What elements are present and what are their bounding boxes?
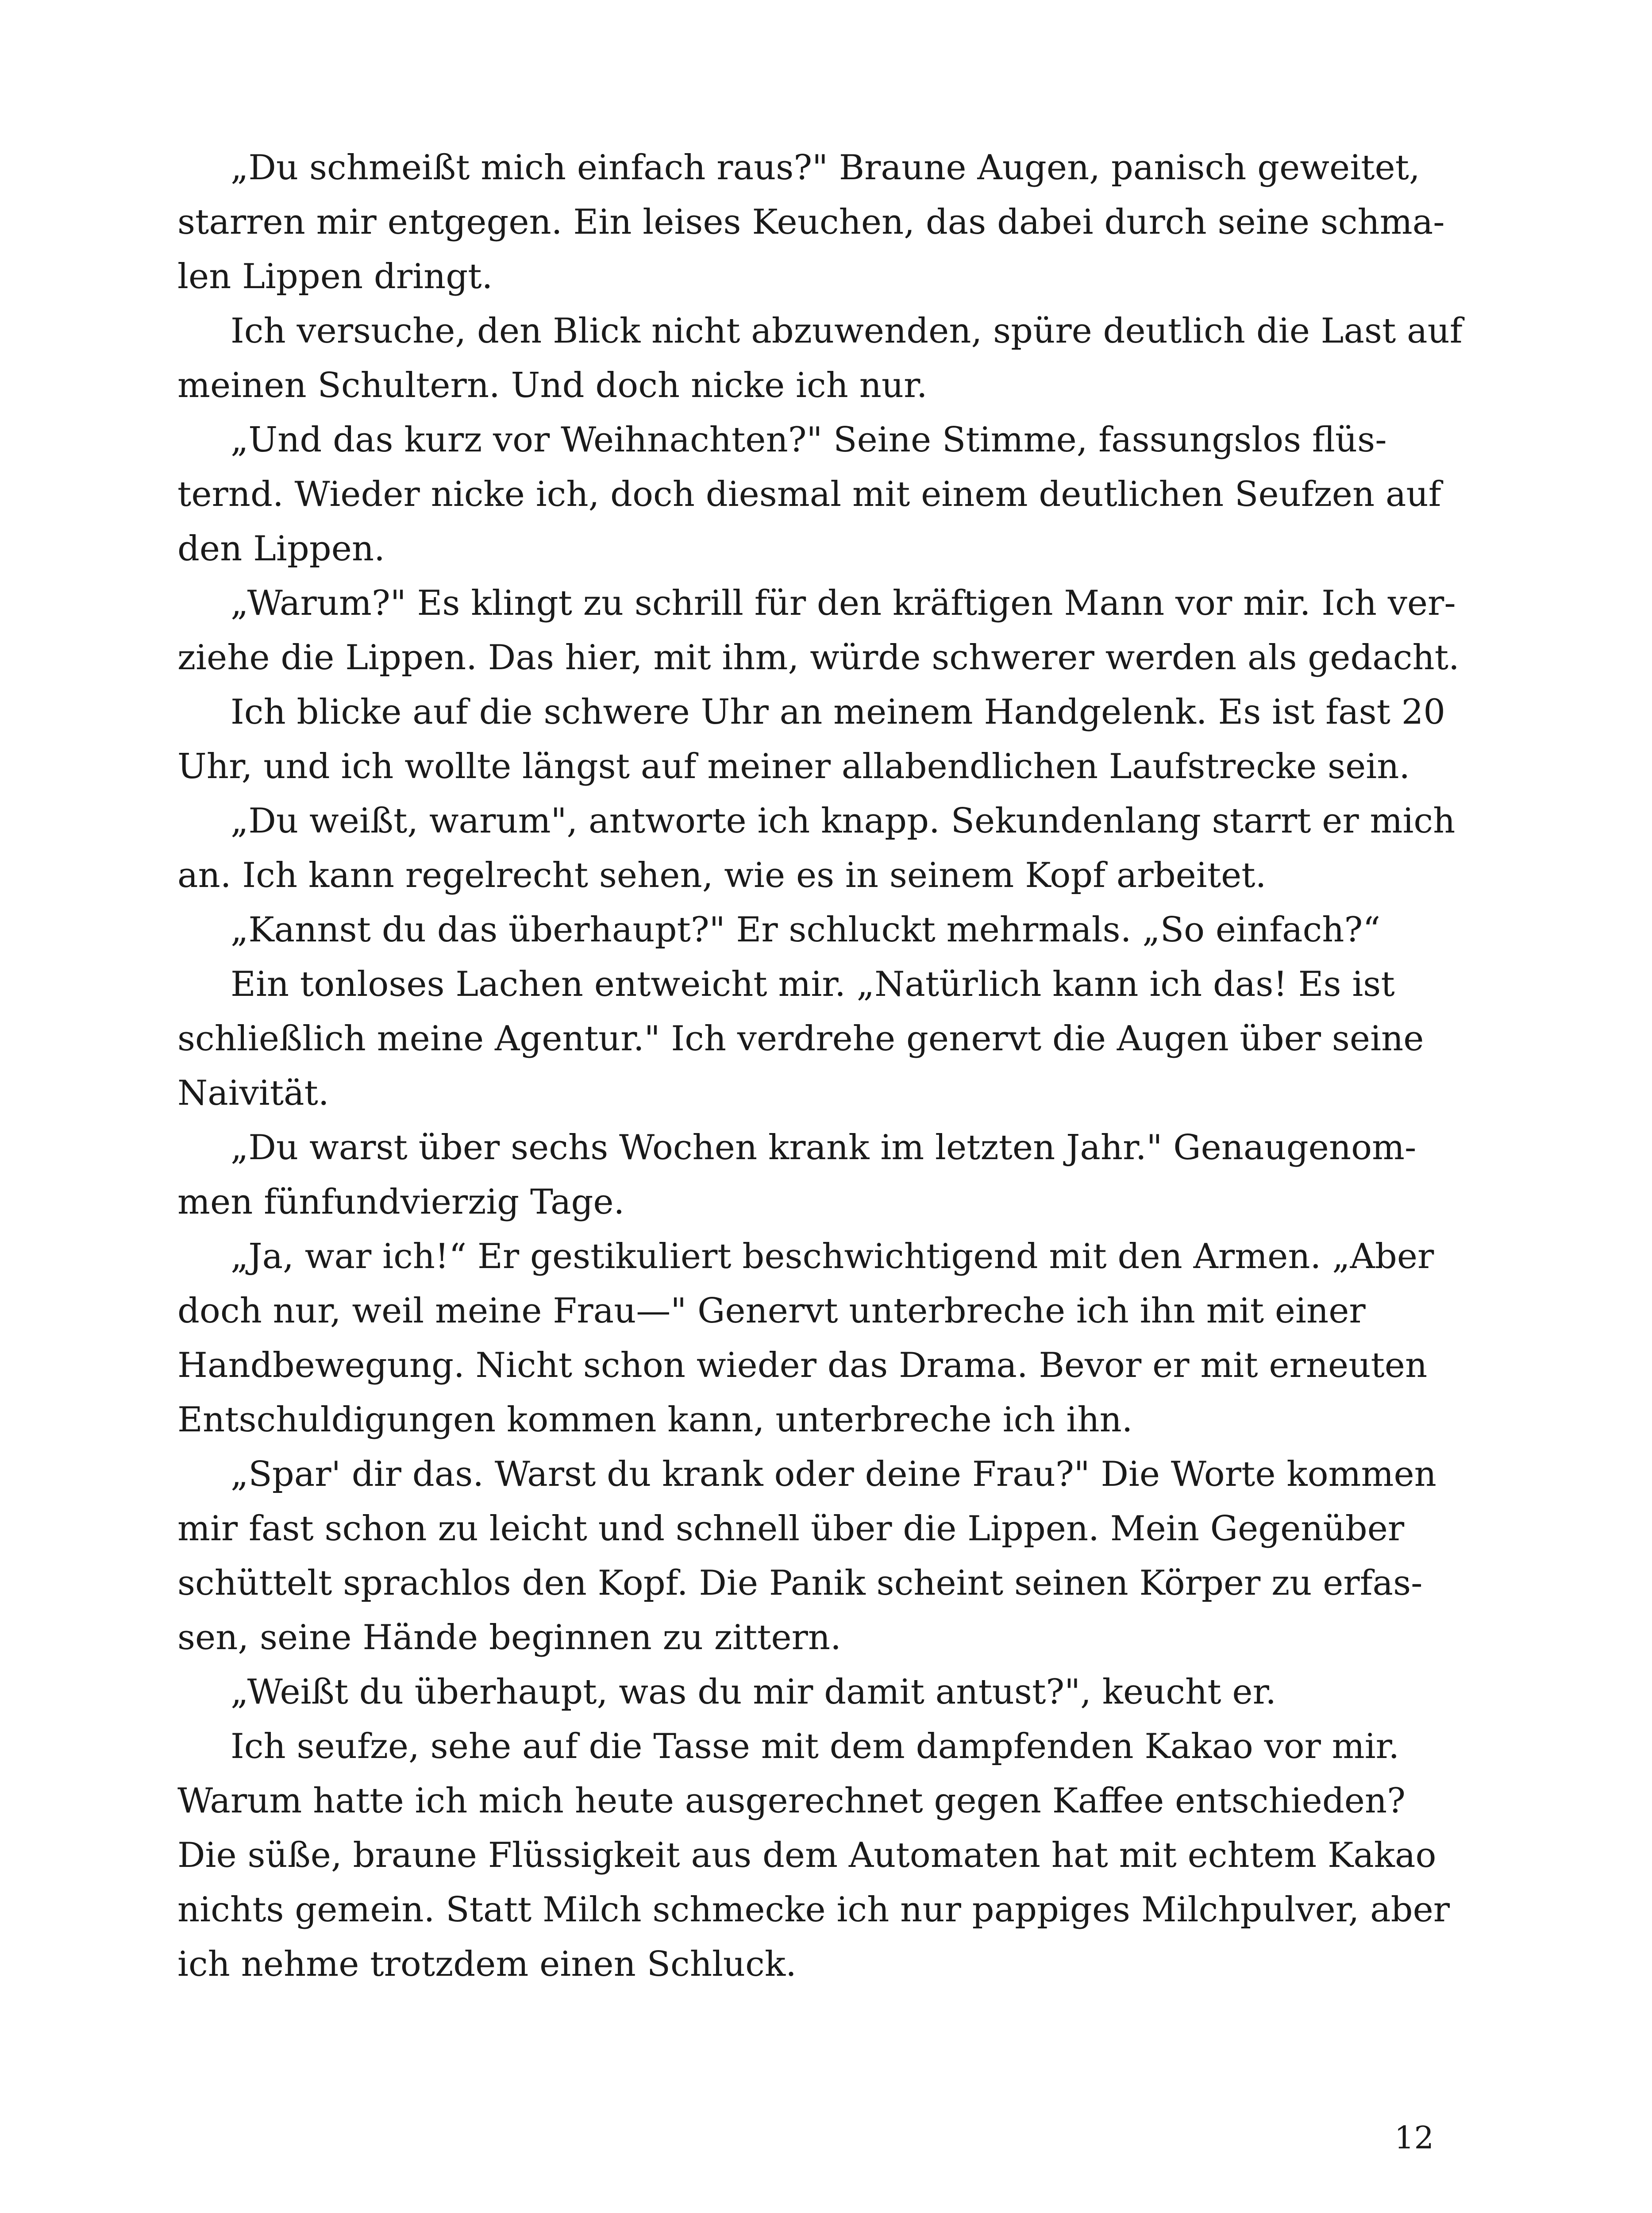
text-line: men fünfundvierzig Tage. xyxy=(177,1182,625,1222)
text-line: an. Ich kann regelrecht sehen, wie es in seinem Kopf arbeitet. xyxy=(177,856,1267,895)
text-line: Entschuldigungen kommen kann, unterbreche ich ihn. xyxy=(177,1400,1133,1440)
text-line: len Lippen dringt. xyxy=(177,257,493,297)
text-line: starren mir entgegen. Ein leises Keuchen, das dabei durch seine schma- xyxy=(177,202,1445,242)
text-line: ziehe die Lippen. Das hier, mit ihm, würde schwerer werden als gedacht. xyxy=(177,638,1459,678)
text-line: Die süße, braune Flüssigkeit aus dem Automaten hat mit echtem Kakao xyxy=(177,1835,1436,1875)
text-line: „Du weißt, warum", antworte ich knapp. Sekundenlang starrt er mich xyxy=(231,801,1456,841)
text-line: Warum hatte ich mich heute ausgerechnet gegen Kaffee entschieden? xyxy=(177,1781,1406,1821)
text-line: ich nehme trotzdem einen Schluck. xyxy=(177,1944,797,1984)
text-line: „Spar' dir das. Warst du krank oder deine Frau?" Die Worte kommen xyxy=(231,1454,1436,1494)
text-line: den Lippen. xyxy=(177,529,385,569)
text-line: Ich versuche, den Blick nicht abzuwenden, spüre deutlich die Last auf xyxy=(231,311,1463,351)
text-line: doch nur, weil meine Frau—" Genervt unterbreche ich ihn mit einer xyxy=(177,1291,1366,1331)
text-line: schüttelt sprachlos den Kopf. Die Panik scheint seinen Körper zu erfas- xyxy=(177,1563,1423,1603)
text-line: Ich blicke auf die schwere Uhr an meinem Handgelenk. Es ist fast 20 xyxy=(231,692,1446,732)
text-line: Ich seufze, sehe auf die Tasse mit dem dampfenden Kakao vor mir. xyxy=(231,1727,1400,1766)
text-line: Naivität. xyxy=(177,1073,329,1113)
text-line: „Du warst über sechs Wochen krank im letzten Jahr." Genaugenom- xyxy=(231,1128,1417,1168)
body-text xyxy=(177,141,1463,1992)
text-line: Handbewegung. Nicht schon wieder das Drama. Bevor er mit erneuten xyxy=(177,1346,1428,1385)
text-line: „Kannst du das überhaupt?" Er schluckt mehrmals. „So einfach?“ xyxy=(231,910,1381,950)
text-line: mir fast schon zu leicht und schnell über die Lippen. Mein Gegenüber xyxy=(177,1509,1405,1549)
text-line: „Warum?" Es klingt zu schrill für den kräftigen Mann vor mir. Ich ver- xyxy=(231,583,1456,623)
text-line: Ein tonloses Lachen entweicht mir. „Natürlich kann ich das! Es ist xyxy=(231,964,1395,1004)
text-line: ternd. Wieder nicke ich, doch diesmal mit einem deutlichen Seufzen auf xyxy=(177,474,1441,514)
text-line: „Du schmeißt mich einfach raus?" Braune Augen, panisch geweitet, xyxy=(231,148,1420,188)
text-line: sen, seine Hände beginnen zu zittern. xyxy=(177,1618,841,1658)
text-line: schließlich meine Agentur." Ich verdrehe genervt die Augen über seine xyxy=(177,1019,1424,1059)
text-line: „Weißt du überhaupt, was du mir damit antust?", keucht er. xyxy=(231,1672,1277,1712)
text-line: „Ja, war ich!“ Er gestikuliert beschwichtigend mit den Armen. „Aber xyxy=(231,1237,1434,1276)
text-line: Uhr, und ich wollte längst auf meiner allabendlichen Laufstrecke sein. xyxy=(177,747,1410,787)
page-number: 12 xyxy=(1394,2120,1434,2156)
text-line: nichts gemein. Statt Milch schmecke ich nur pappiges Milchpulver, aber xyxy=(177,1890,1450,1930)
text-line: „Und das kurz vor Weihnachten?" Seine Stimme, fassungslos flüs- xyxy=(231,420,1387,460)
text-line: meinen Schultern. Und doch nicke ich nur. xyxy=(177,366,928,405)
